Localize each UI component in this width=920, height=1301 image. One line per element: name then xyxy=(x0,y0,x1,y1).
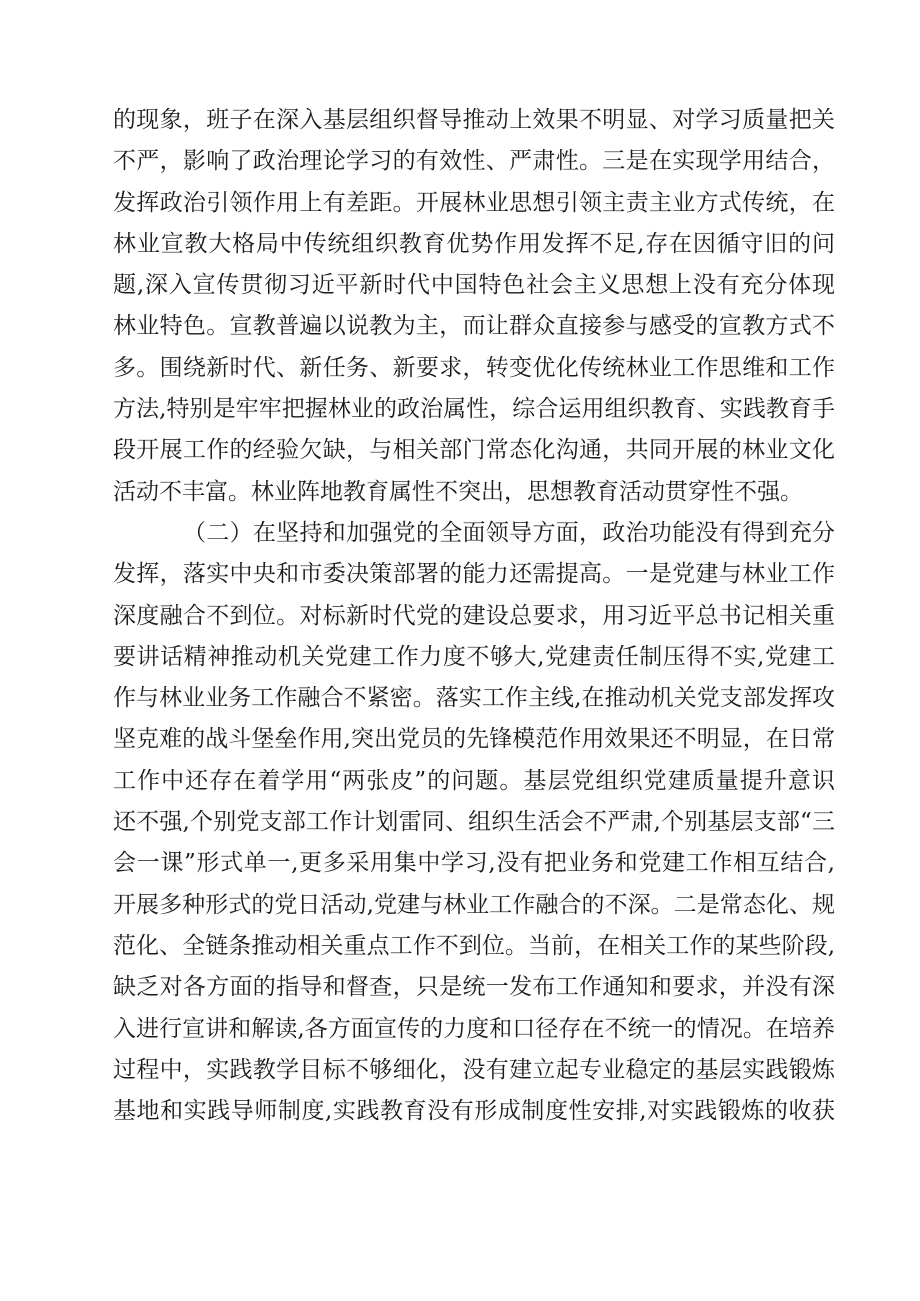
text-line: 基地和实践导师制度,实践教育没有形成制度性安排,对实践锻炼的收获 xyxy=(113,1098,835,1125)
text-line: 发挥，落实中央和市委决策部署的能力还需提高。一是党建与林业工作 xyxy=(113,561,835,588)
text-line: 缺乏对各方面的指导和督查，只是统一发布工作通知和要求，并没有深 xyxy=(113,974,835,1001)
text-line: 入进行宣讲和解读,各方面宣传的力度和口径存在不统一的情况。在培养 xyxy=(113,1015,835,1042)
text-line: 深度融合不到位。对标新时代党的建设总要求，用习近平总书记相关重 xyxy=(113,602,835,629)
text-line: 段开展工作的经验欠缺，与相关部门常态化沟通，共同开展的林业文化 xyxy=(113,437,835,464)
text-line: 不严，影响了政治理论学习的有效性、严肃性。三是在实现学用结合， xyxy=(113,148,835,175)
text-line: 开展多种形式的党日活动,党建与林业工作融合的不深。二是常态化、规 xyxy=(113,891,835,918)
text-line: 坚克难的战斗堡垒作用,突出党员的先锋模范作用效果还不明显，在日常 xyxy=(113,726,835,753)
text-line: 要讲话精神推动机关党建工作力度不够大,党建责任制压得不实,党建工 xyxy=(113,643,835,670)
text-line: 的现象，班子在深入基层组织督导推动上效果不明显、对学习质量把关 xyxy=(113,107,835,133)
text-line: 会一课”形式单一,更多采用集中学习,没有把业务和党建工作相互结合, xyxy=(113,850,835,877)
body-text xyxy=(113,100,835,1132)
text-line: 作与林业业务工作融合不紧密。落实工作主线,在推动机关党支部发挥攻 xyxy=(113,685,835,712)
text-line: 发挥政治引领作用上有差距。开展林业思想引领主责主业方式传统，在 xyxy=(113,189,835,216)
text-line-paragraph-end: 活动不丰富。林业阵地教育属性不突出，思想教育活动贯穿性不强。 xyxy=(113,478,803,505)
text-line: 题,深入宣传贯彻习近平新时代中国特色社会主义思想上没有充分体现 xyxy=(113,272,835,299)
text-line: 还不强,个别党支部工作计划雷同、组织生活会不严肃,个别基层支部“三 xyxy=(113,809,835,836)
text-line: 多。围绕新时代、新任务、新要求，转变优化传统林业工作思维和工作 xyxy=(113,354,835,381)
text-line: 林业宣教大格局中传统组织教育优势作用发挥不足,存在因循守旧的问 xyxy=(113,230,835,257)
section-heading-line: （二）在坚持和加强党的全面领导方面，政治功能没有得到充分 xyxy=(183,519,835,546)
text-line: 林业特色。宣教普遍以说教为主，而让群众直接参与感受的宣教方式不 xyxy=(113,313,835,340)
text-line: 范化、全链条推动相关重点工作不到位。当前，在相关工作的某些阶段, xyxy=(113,932,835,959)
text-line: 工作中还存在着学用“两张皮”的问题。基层党组织党建质量提升意识 xyxy=(113,767,835,794)
text-line: 方法,特别是牢牢把握林业的政治属性，综合运用组织教育、实践教育手 xyxy=(113,396,835,423)
text-line: 过程中，实践教学目标不够细化，没有建立起专业稳定的基层实践锻炼 xyxy=(113,1056,835,1083)
